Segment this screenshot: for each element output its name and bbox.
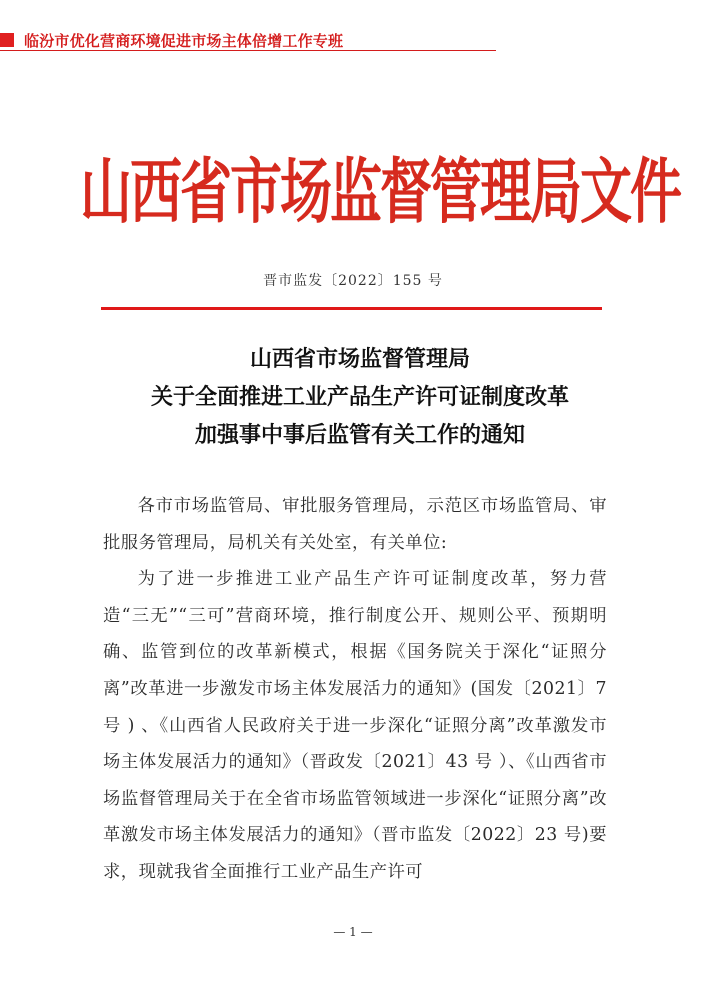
notice-title-line: 山西省市场监督管理局 [249,346,470,372]
body-paragraph: 为了进一步推进工业产品生产许可证制度改革，努力营造“三无”“三可”营商环境，推行制度公开、规则公平、预期明确、监管到位的改革新模式，根据《国务院关于深化“证照分离”改革进一步激发市场主体发展活力的通知》(国发〔2021〕7 号 ) 、《山西省人民政府关于进一步深化“证照分离”改革激发市场主体发展活力的通知》（晋政发〔2021〕43 号 ）、《山西省市场监督管理局关于在全省市场监管领域进一步深化“证照分离”改革激发市场主体发展活力的通知》（晋市监发〔2022〕23 号)要求，现就我省全面推行工业产品生产许可 [103,569,607,882]
page-number: — 1 — [333,925,373,939]
banner-title: 临汾市优化营商环境促进市场主体倍增工作专班 [24,32,344,50]
salutation-paragraph: 各市市场监管局、审批服务管理局，示范区市场监管局、审批服务管理局，局机关有关处室，有关单位: [103,496,607,553]
banner-red-square-icon [0,33,14,47]
header-banner [0,28,496,52]
document-body [103,488,607,891]
red-divider [101,307,602,310]
notice-title-line: 关于全面推进工业产品生产许可证制度改革 [150,384,569,410]
banner-divider [0,50,496,51]
document-number: 晋市监发〔2022〕155 号 [263,273,443,289]
issuer-title: 山西省市场监督管理局文件 [80,151,681,234]
notice-title [100,340,620,454]
notice-title-line: 加强事中事后监管有关工作的通知 [194,422,525,448]
